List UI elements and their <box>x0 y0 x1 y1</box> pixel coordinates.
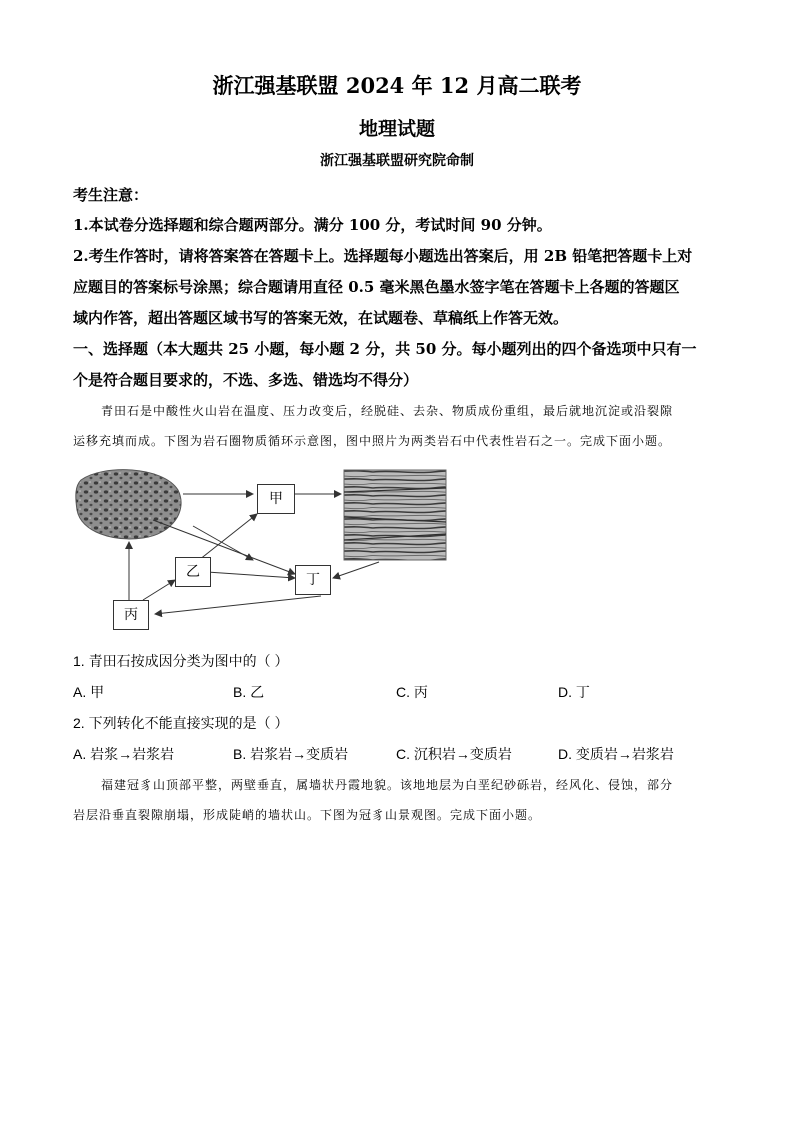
box-jia-label: 甲 <box>269 491 283 507</box>
question-2-option-a: A. 岩浆→岩浆岩 <box>73 746 175 762</box>
notice-item-1: 1.本试卷分选择题和综合题两部分。满分 100 分，考试时间 90 分钟。 <box>73 216 552 234</box>
schist-photo <box>344 470 446 560</box>
notice-item-2-line-3: 域内作答，超出答题区域书写的答案无效，在试题卷、草稿纸上作答无效。 <box>73 309 569 327</box>
rock-cycle-diagram <box>73 462 455 637</box>
question-2-option-d: D. 变质岩→岩浆岩 <box>558 746 674 762</box>
passage-2-line-1: 福建冠豸山顶部平整，两壁垂直，属墙状丹霞地貌。该地地层为白垩纪砂砾岩，经风化、侵蚀，部分 <box>101 778 674 792</box>
box-yi-label: 乙 <box>186 564 200 580</box>
box-ding <box>295 565 331 595</box>
pumice-photo <box>76 470 181 539</box>
exam-title: 浙江强基联盟 2024 年 12 月高二联考 <box>212 73 582 98</box>
box-jia <box>257 484 295 514</box>
notice-item-2-line-2: 应题目的答案标号涂黑；综合题请用直径 0.5 毫米黑色墨水签字笔在答题卡上各题的答题区 <box>73 278 680 296</box>
section-1-line-1: 一、选择题（本大题共 25 小题，每小题 2 分，共 50 分。每小题列出的四个备选项中只有一 <box>73 340 697 358</box>
question-1-option-d: D. 丁 <box>558 684 590 700</box>
notice-item-2-line-1: 2.考生作答时，请将答案答在答题卡上。选择题每小题选出答案后，用 2B 铅笔把答题卡上对 <box>73 247 693 265</box>
subject-title: 地理试题 <box>358 118 435 140</box>
box-ding-label: 丁 <box>306 572 320 588</box>
passage-2-line-2: 岩层沿垂直裂隙崩塌，形成陡峭的墙状山。下图为冠豸山景观图。完成下面小题。 <box>73 808 542 822</box>
passage-1-line-2: 运移充填而成。下图为岩石圈物质循环示意图，图中照片为两类岩石中代表性岩石之一。完成下面小题。 <box>73 434 672 448</box>
question-2-stem: 2. 下列转化不能直接实现的是（ ） <box>73 715 289 731</box>
question-1-stem: 1. 青田石按成因分类为图中的（ ） <box>73 653 289 669</box>
question-1-option-c: C. 丙 <box>396 684 428 700</box>
box-yi <box>175 557 211 587</box>
section-1-line-2: 个是符合题目要求的，不选、多选、错选均不得分） <box>73 371 419 389</box>
question-2-option-c: C. 沉积岩→变质岩 <box>396 746 512 762</box>
question-2-option-b: B. 岩浆岩→变质岩 <box>233 746 349 762</box>
question-1-option-b: B. 乙 <box>233 684 265 700</box>
box-bing <box>113 600 149 630</box>
author-line: 浙江强基联盟研究院命制 <box>320 153 474 169</box>
box-bing-label: 丙 <box>124 607 138 623</box>
notice-heading: 考生注意： <box>73 186 149 204</box>
passage-1-line-1: 青田石是中酸性火山岩在温度、压力改变后，经脱硅、去杂、物质成份重组，最后就地沉淀或沿裂隙 <box>101 404 674 418</box>
question-1-option-a: A. 甲 <box>73 684 105 700</box>
